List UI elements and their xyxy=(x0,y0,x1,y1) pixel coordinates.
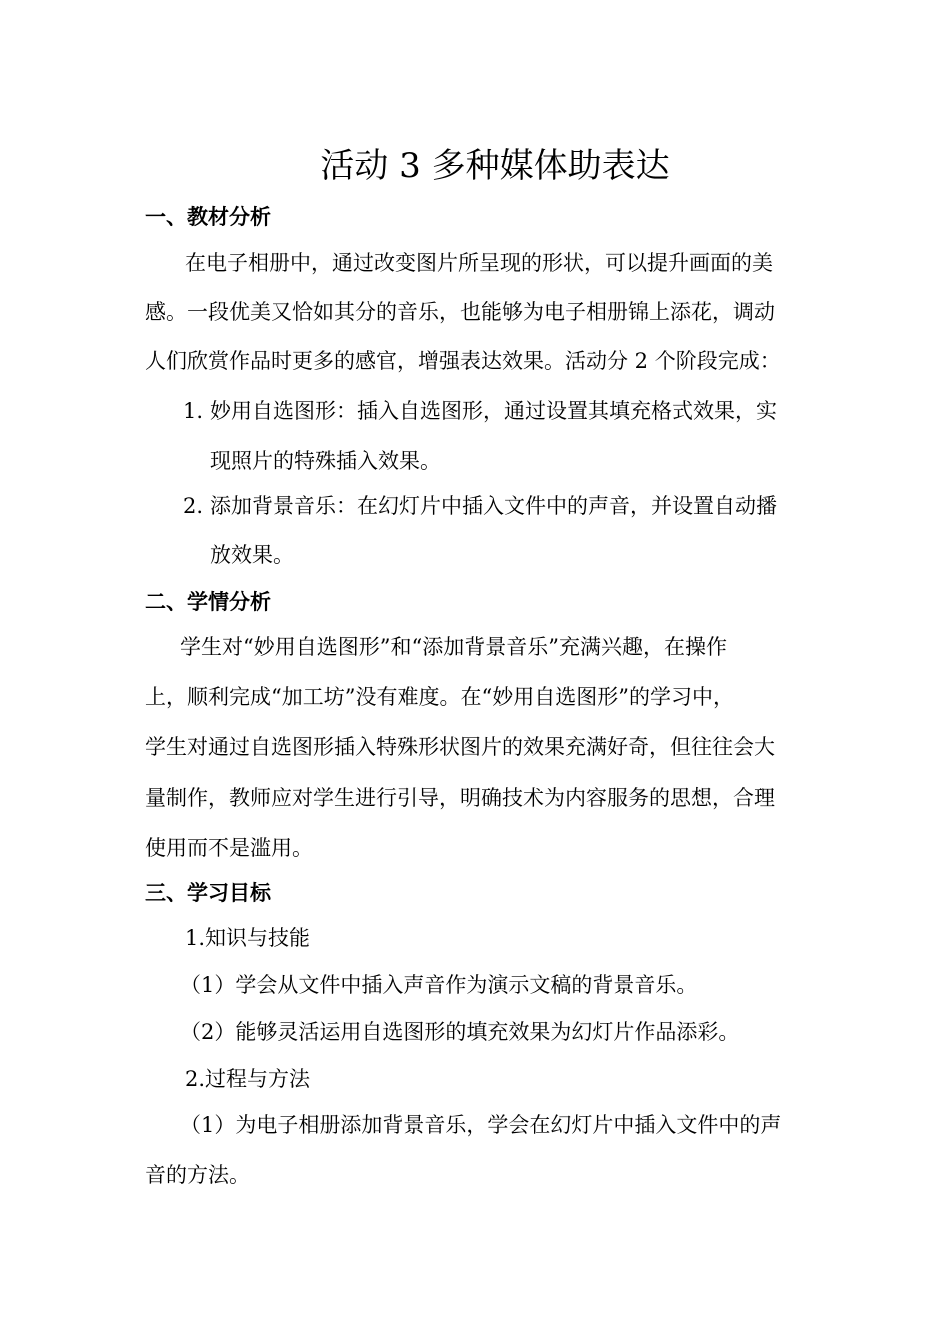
subheading: 2.过程与方法 xyxy=(185,1067,311,1091)
paragraph-line: 在电子相册中，通过改变图片所呈现的形状，可以提升画面的美 xyxy=(185,251,773,275)
document-title: 活动 3 多种媒体助表达 xyxy=(320,146,670,186)
paragraph-line: 音的方法。 xyxy=(145,1163,250,1187)
paragraph-line: 学生对通过自选图形插入特殊形状图片的效果充满好奇，但往往会大 xyxy=(145,735,775,759)
objective-item: （2）能够灵活运用自选图形的填充效果为幻灯片作品添彩。 xyxy=(180,1020,740,1044)
list-item-line: 现照片的特殊插入效果。 xyxy=(210,449,441,473)
section-heading-textbook-analysis: 一、教材分析 xyxy=(145,205,271,229)
paragraph-line: 量制作，教师应对学生进行引导，明确技术为内容服务的思想，合理 xyxy=(145,786,775,810)
list-item-number: 2. xyxy=(183,494,204,518)
paragraph-line: 感。一段优美又恰如其分的音乐，也能够为电子相册锦上添花，调动 xyxy=(145,300,775,324)
section-heading-learning-objectives: 三、学习目标 xyxy=(145,881,271,905)
list-item-line: 添加背景音乐：在幻灯片中插入文件中的声音，并设置自动播 xyxy=(210,494,777,518)
paragraph-line: 人们欣赏作品时更多的感官，增强表达效果。活动分 2 个阶段完成： xyxy=(145,349,781,373)
paragraph-line: （1）为电子相册添加背景音乐，学会在幻灯片中插入文件中的声 xyxy=(180,1113,782,1137)
paragraph-line: 使用而不是滥用。 xyxy=(145,836,313,860)
list-item-line: 妙用自选图形：插入自选图形，通过设置其填充格式效果，实 xyxy=(210,399,777,423)
paragraph-line: 学生对“妙用自选图形”和“添加背景音乐”充满兴趣，在操作 xyxy=(180,635,727,659)
section-heading-student-analysis: 二、学情分析 xyxy=(145,590,271,614)
list-item-line: 放效果。 xyxy=(210,543,294,567)
list-item-number: 1. xyxy=(183,399,204,423)
paragraph-line: 上，顺利完成“加工坊”没有难度。在“妙用自选图形”的学习中， xyxy=(145,685,734,709)
subheading: 1.知识与技能 xyxy=(185,926,311,950)
objective-item: （1）学会从文件中插入声音作为演示文稿的背景音乐。 xyxy=(180,973,698,997)
